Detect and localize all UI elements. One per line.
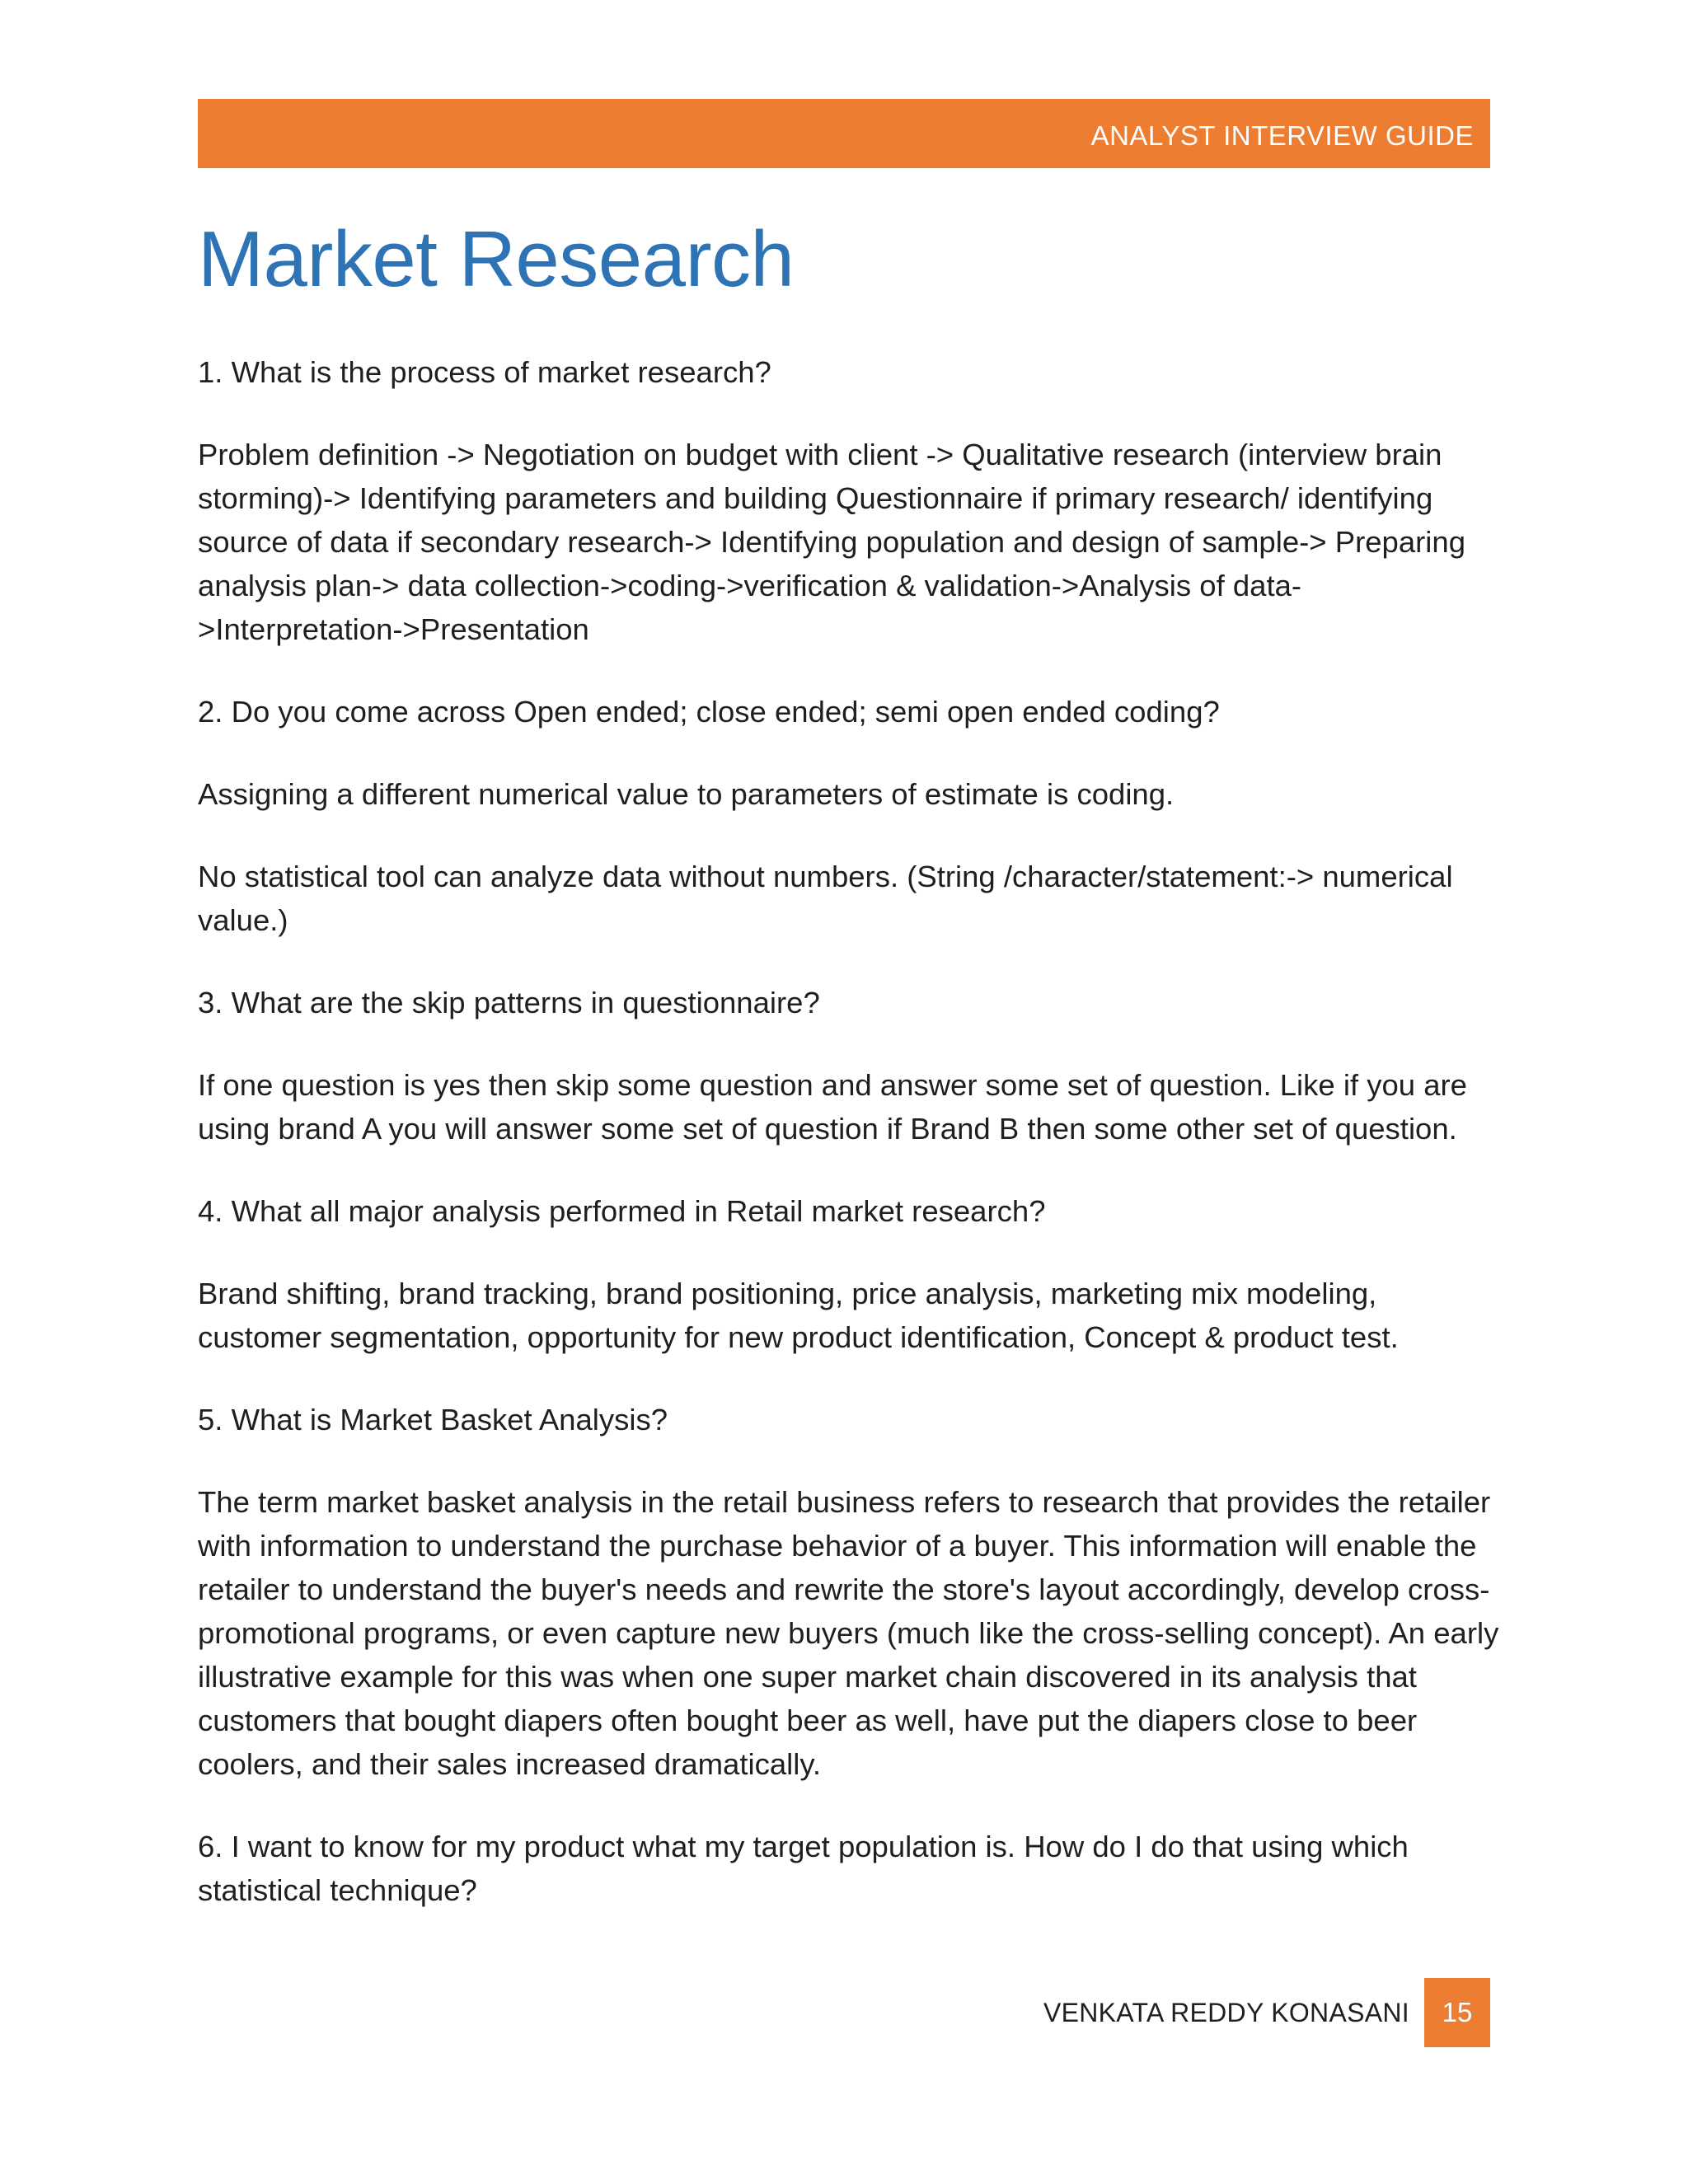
answer-3: If one question is yes then skip some question and answer some set of question. Like if you are using brand A you will answer some set of question if Brand B then some other set of question.: [198, 1068, 1467, 1146]
page-number-badge: 15: [1424, 1978, 1490, 2047]
answer-5: The term market basket analysis in the retail business refers to research that provides the retailer with information to understand the purchase behavior of a buyer. This information will enable the retailer to understand the buyer's needs and rewrite the store's layout accordingly, develop cross-promotional programs, or even capture new buyers (much like the cross-selling concept). An early illustrative example for this was when one super market chain discovered in its analysis that customers that bought diapers often bought beer as well, have put the diapers close to beer coolers, and their sales increased dramatically.: [198, 1485, 1499, 1781]
answer-2b: No statistical tool can analyze data without numbers. (String /character/statement:-> numerical value.): [198, 860, 1453, 937]
header-bar: [198, 99, 1490, 168]
question-3: 3. What are the skip patterns in questionnaire?: [198, 986, 820, 1019]
answer-2a: Assigning a different numerical value to parameters of estimate is coding.: [198, 777, 1175, 811]
running-header-title: ANALYST INTERVIEW GUIDE: [1090, 120, 1474, 151]
answer-1: Problem definition -> Negotiation on budget with client -> Qualitative research (interview brain storming)-> Identifying parameters and building Questionnaire if primary research/ identifying source of data if secondary research-> Identifying population and design of sample-> Preparing analysis plan-> data collection->coding->verification & validation->Analysis of data- >Interpretation->Presentation: [198, 438, 1465, 646]
question-2: 2. Do you come across Open ended; close ended; semi open ended coding?: [198, 695, 1220, 729]
question-4: 4. What all major analysis performed in Retail market research?: [198, 1194, 1046, 1228]
question-6: 6. I want to know for my product what my target population is. How do I do that using which statistical technique?: [198, 1830, 1409, 1907]
answer-4: Brand shifting, brand tracking, brand positioning, price analysis, marketing mix modeling, customer segmentation, opportunity for new product identification, Concept & product test.: [198, 1277, 1399, 1354]
question-1: 1. What is the process of market research?: [198, 355, 771, 389]
question-5: 5. What is Market Basket Analysis?: [198, 1403, 668, 1436]
body-content: [198, 350, 1508, 1951]
page-footer: [1043, 1978, 1490, 2047]
footer-author: VENKATA REDDY KONASANI: [1043, 1997, 1409, 2027]
page-title: Market Research: [198, 215, 795, 303]
